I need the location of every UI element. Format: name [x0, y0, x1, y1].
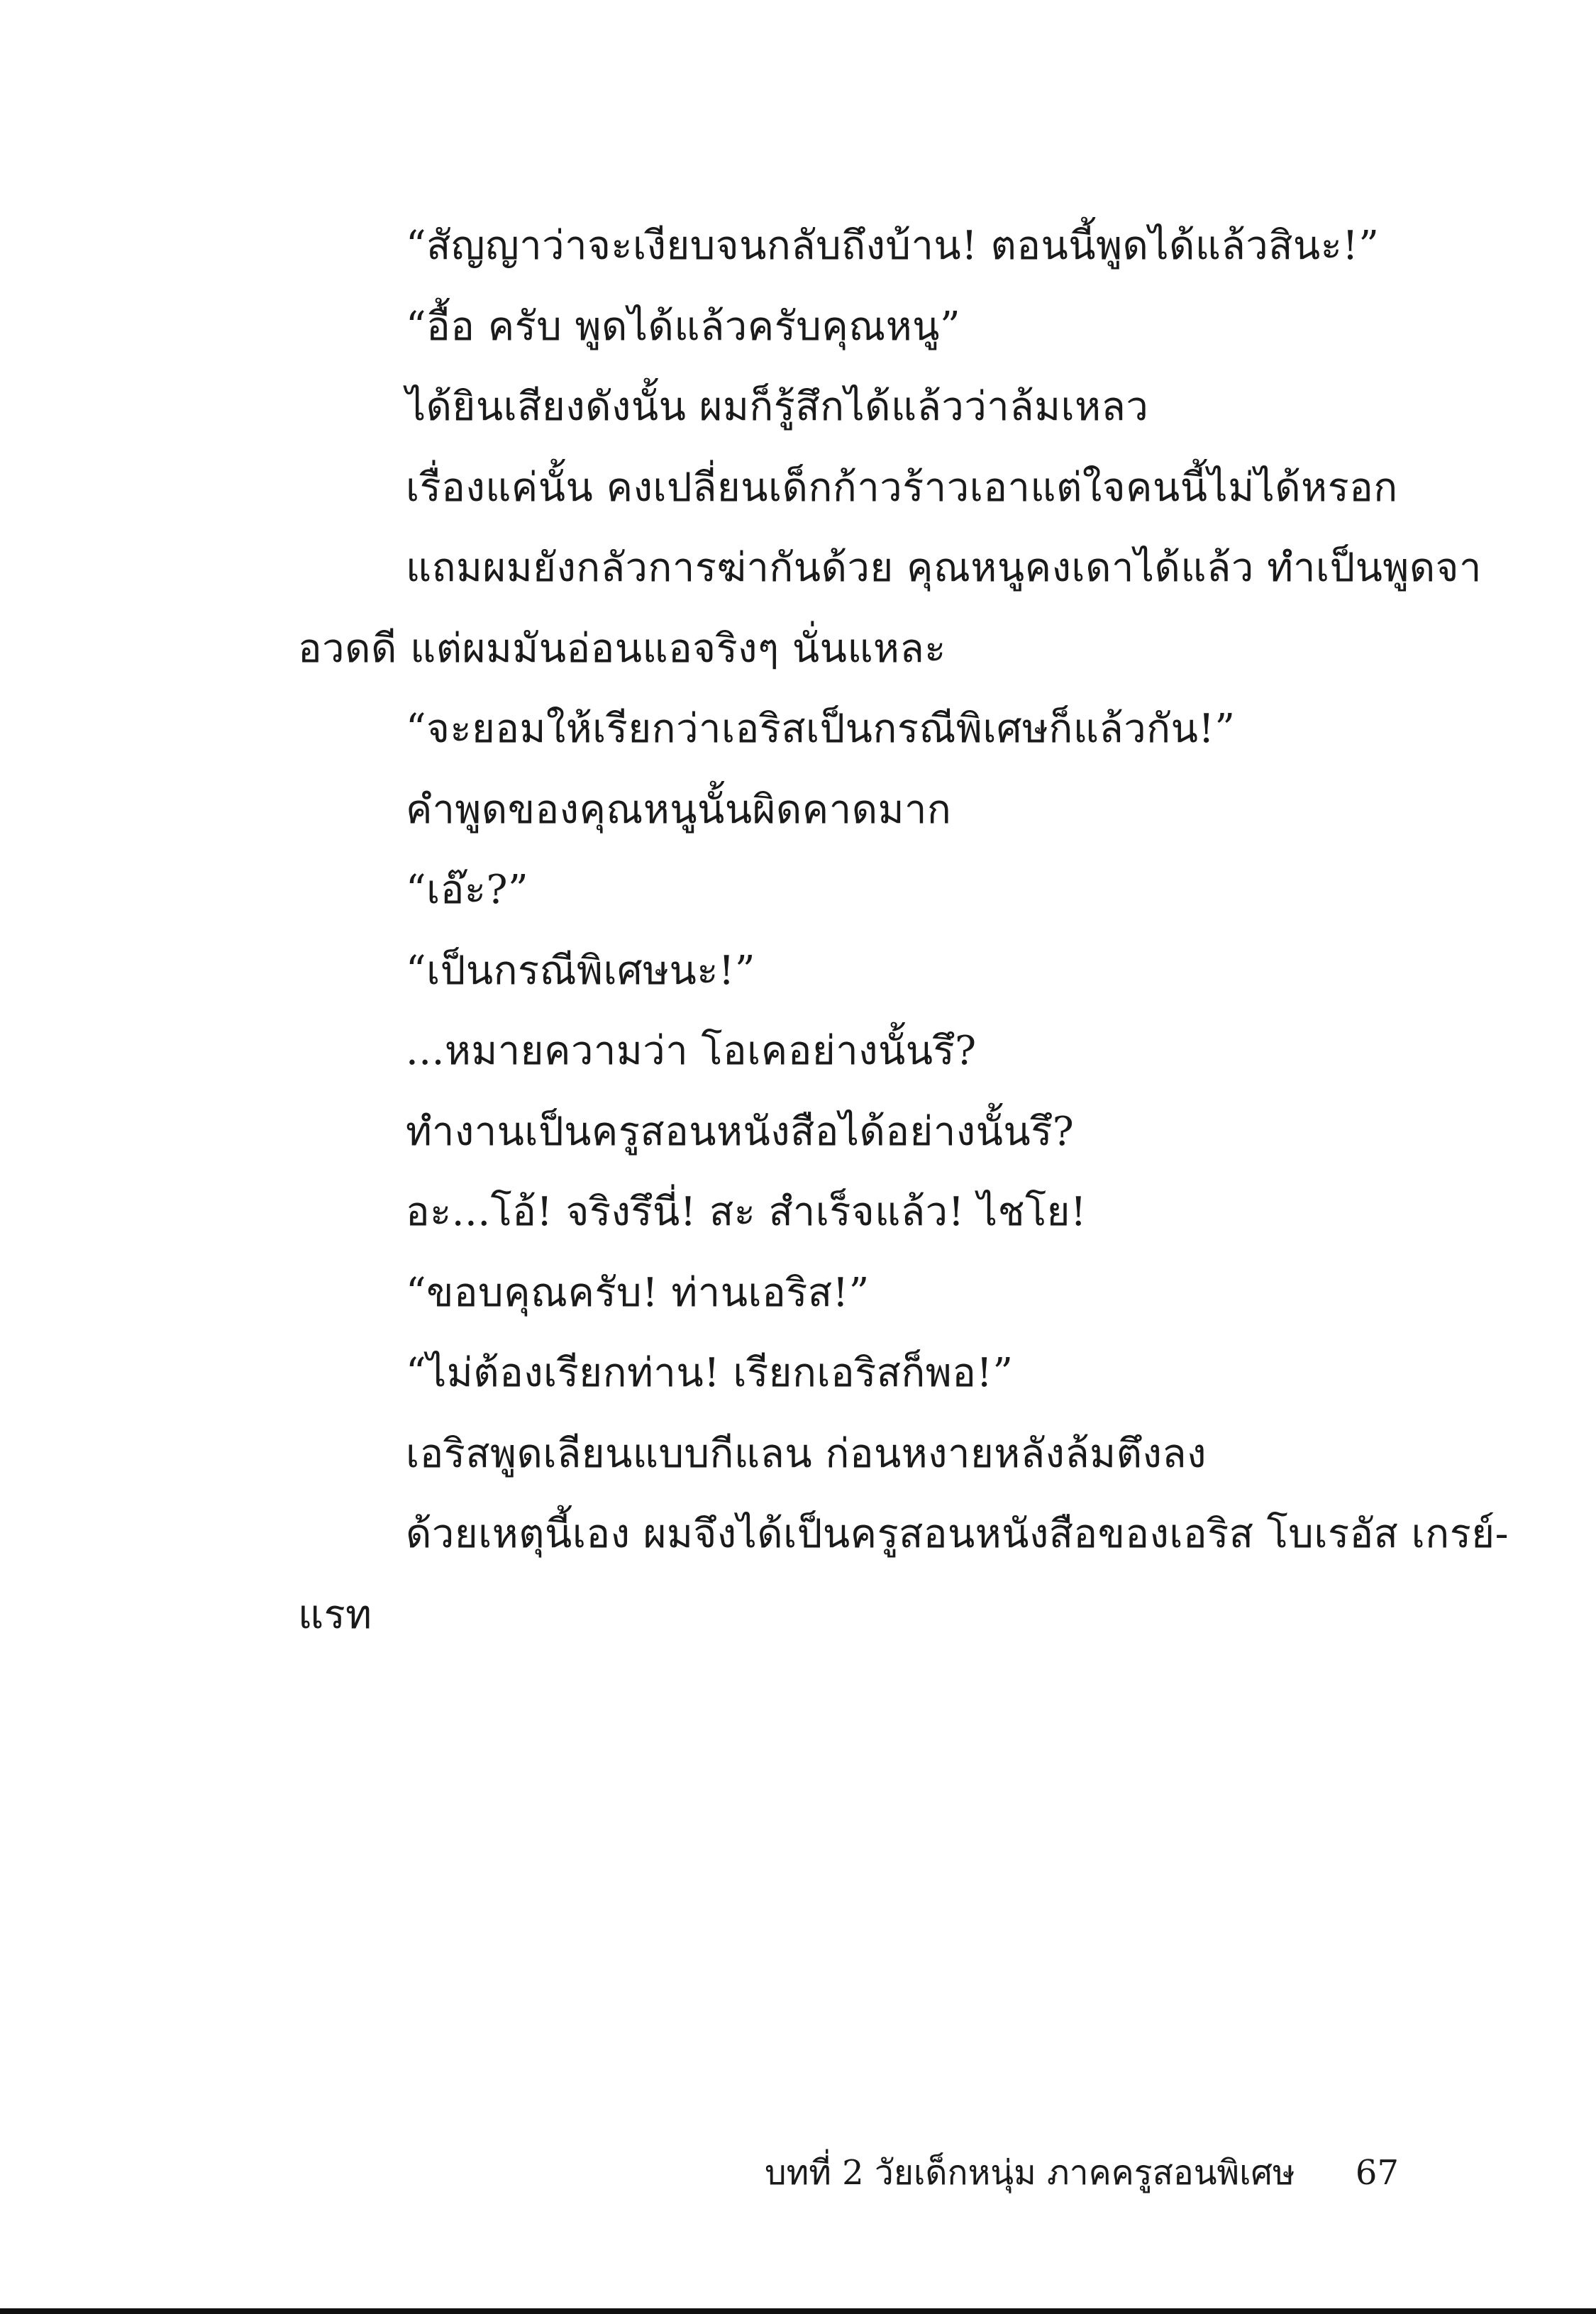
page-footer: [765, 2148, 1399, 2198]
paragraph-line: “เอ๊ะ?”: [406, 867, 529, 913]
paragraph-line: เอริสพูดเลียนแบบกีแลน ก่อนหงายหลังล้มตึงลง: [406, 1430, 1207, 1477]
paragraph-line: “ไม่ต้องเรียกท่าน! เรียกเอริสก็พอ!”: [406, 1350, 1014, 1396]
paragraph-line: เรื่องแค่นั้น คงเปลี่ยนเด็กก้าวร้าวเอาแต่ใจคนนี้ไม่ได้หรอก: [406, 464, 1398, 511]
paragraph-line: คำพูดของคุณหนูนั้นผิดคาดมาก: [406, 786, 952, 833]
paragraph-line: ...หมายความว่า โอเคอย่างนั้นรึ?: [406, 1028, 977, 1074]
paragraph-continuation-line: แรท: [298, 1591, 372, 1638]
paragraph-line: แถมผมยังกลัวการฆ่ากันด้วย คุณหนูคงเดาได้แล้ว ทำเป็นพูดจา: [406, 545, 1482, 591]
paragraph-line: “จะยอมให้เรียกว่าเอริสเป็นกรณีพิเศษก็แล้วกัน!”: [406, 706, 1236, 752]
page-number: 67: [1355, 2153, 1399, 2193]
paragraph-line: ได้ยินเสียงดังนั้น ผมก็รู้สึกได้แล้วว่าล้มเหลว: [406, 384, 1149, 430]
paragraph-line: “ขอบคุณครับ! ท่านเอริส!”: [406, 1269, 870, 1316]
paragraph-line: “เป็นกรณีพิเศษนะ!”: [406, 947, 756, 994]
paragraph-line: ทำงานเป็นครูสอนหนังสือได้อย่างนั้นรึ?: [406, 1108, 1075, 1155]
bottom-border: [0, 2308, 1596, 2314]
paragraph-line: อะ...โอ้! จริงรึนี่! สะ สำเร็จแล้ว! ไชโย!: [406, 1189, 1087, 1235]
paragraph-line: “อื้อ ครับ พูดได้แล้วครับคุณหนู”: [406, 303, 961, 350]
paragraph-line: “สัญญาว่าจะเงียบจนกลับถึงบ้าน! ตอนนี้พูดได้แล้วสินะ!”: [406, 223, 1380, 269]
paragraph-continuation-line: อวดดี แต่ผมมันอ่อนแอจริงๆ นั่นแหละ: [298, 625, 946, 672]
chapter-title: บทที่ 2 วัยเด็กหนุ่ม ภาคครูสอนพิเศษ: [765, 2153, 1295, 2193]
body-text: [298, 206, 1509, 1655]
paragraph-line: ด้วยเหตุนี้เอง ผมจึงได้เป็นครูสอนหนังสือของเอริส โบเรอัส เกรย์-: [406, 1511, 1509, 1557]
